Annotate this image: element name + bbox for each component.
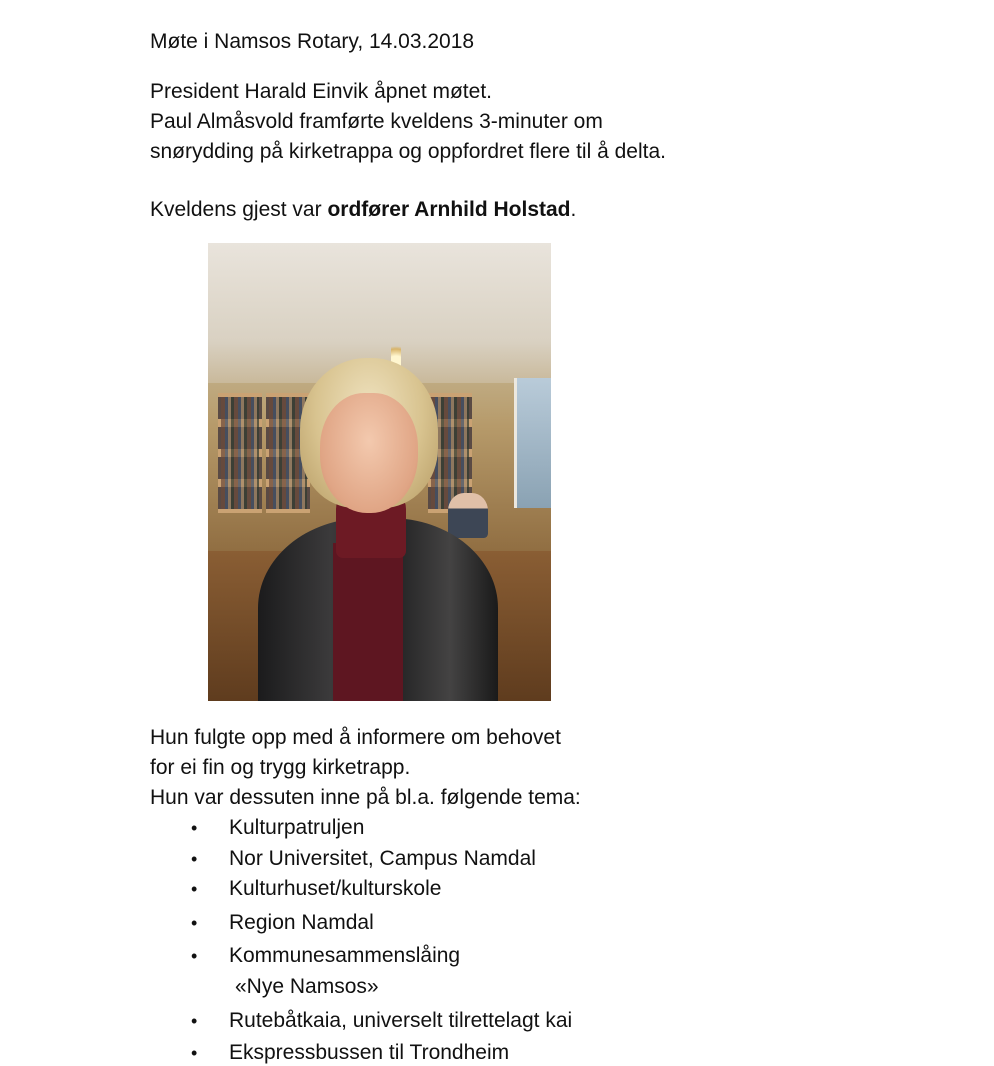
list-item (191, 815, 365, 841)
list-item (191, 1008, 573, 1034)
bullet-icon: • (191, 946, 198, 966)
bullet-icon: • (191, 879, 198, 899)
guest-prefix: Kveldens gjest var (150, 198, 328, 221)
bullet-icon: • (191, 849, 198, 869)
topic-text: Kulturpatruljen (229, 816, 365, 839)
topic-text: Nor Universitet, Campus Namdal (229, 847, 536, 870)
topic-text: Rutebåtkaia, universelt tilrettelagt kai (229, 1009, 573, 1032)
bullet-icon: • (191, 913, 198, 933)
list-item (191, 943, 461, 969)
topic-text: Kulturhuset/kulturskole (229, 877, 442, 900)
intro-line-1: President Harald Einvik åpnet møtet. (150, 80, 492, 103)
topic-continuation: «Nye Namsos» (235, 975, 379, 998)
list-item (191, 876, 442, 902)
bullet-icon: • (191, 818, 198, 838)
bullet-icon: • (191, 1043, 198, 1063)
followup-line-3: Hun var dessuten inne på bl.a. følgende tema: (150, 786, 581, 809)
topic-text: Ekspressbussen til Trondheim (229, 1041, 510, 1064)
bullet-icon: • (191, 1011, 198, 1031)
intro-line-2: Paul Almåsvold framførte kveldens 3-minuter om (150, 110, 603, 133)
followup-line-1: Hun fulgte opp med å informere om behovet (150, 726, 561, 749)
guest-name: ordfører Arnhild Holstad (327, 198, 571, 221)
followup-line-2: for ei fin og trygg kirketrapp. (150, 756, 411, 779)
list-item (191, 846, 536, 872)
topic-text: Region Namdal (229, 911, 374, 934)
topic-text: Kommunesammenslåing (229, 944, 461, 967)
intro-line-3: snørydding på kirketrappa og oppfordret flere til å delta. (150, 140, 666, 163)
document-title: Møte i Namsos Rotary, 14.03.2018 (150, 30, 475, 53)
guest-suffix: . (570, 198, 577, 221)
list-item (191, 1040, 510, 1066)
list-item (191, 910, 374, 936)
